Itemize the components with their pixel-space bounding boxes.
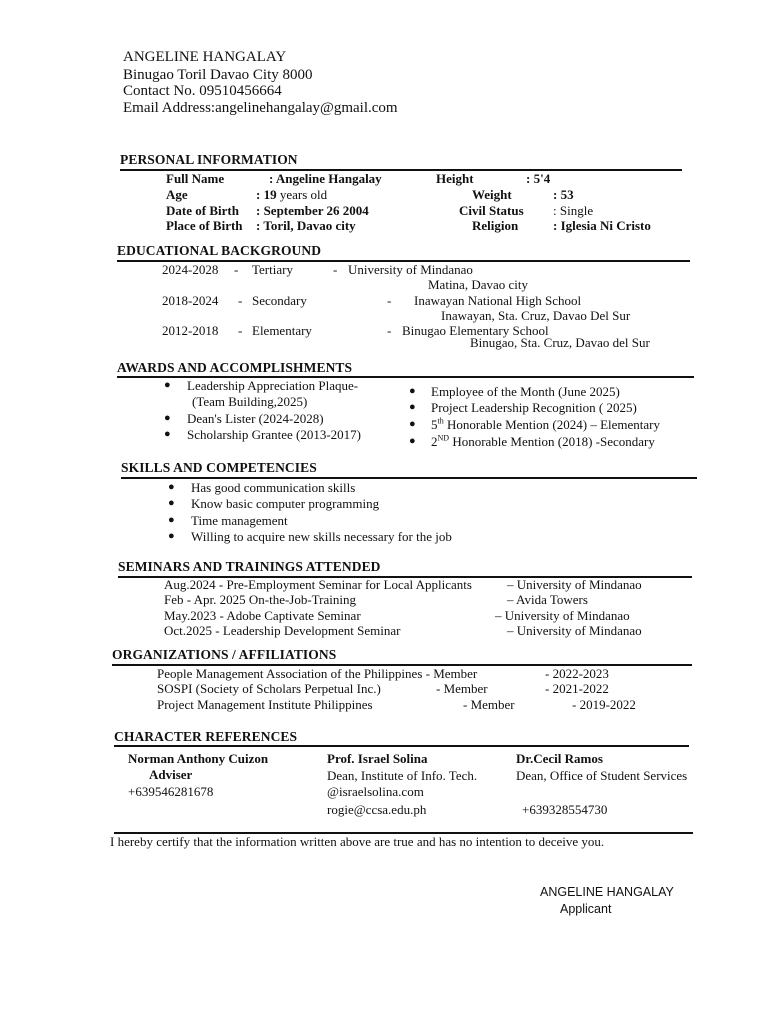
- org-years: - 2021-2022: [545, 681, 609, 696]
- org-years: - 2022-2023: [545, 666, 609, 681]
- seminar-place: – University of Mindanao: [507, 623, 642, 638]
- bullet: ●: [168, 530, 175, 542]
- edu-years: 2012-2018: [162, 323, 219, 338]
- reference-name: Prof. Israel Solina: [327, 751, 428, 766]
- bullet: ●: [168, 481, 175, 493]
- height-label: Height: [436, 171, 474, 186]
- full-name-value: : Angeline Hangalay: [269, 171, 382, 186]
- section-title-references: CHARACTER REFERENCES: [114, 729, 298, 744]
- signature-role: Applicant: [560, 902, 612, 916]
- age-value: : 19 years old: [256, 187, 328, 202]
- divider: [121, 477, 697, 479]
- bullet: ●: [164, 428, 171, 440]
- reference-contact: +639546281678: [128, 784, 214, 799]
- seminar-event: Aug.2024 - Pre-Employment Seminar for Local Applicants: [164, 577, 472, 592]
- bullet: ●: [164, 412, 171, 424]
- reference-name: Dr.Cecil Ramos: [516, 751, 603, 766]
- award-item: Dean's Lister (2024-2028): [187, 411, 324, 426]
- edu-level: Tertiary: [252, 262, 293, 277]
- weight-value: : 53: [553, 187, 574, 202]
- edu-level: Elementary: [252, 323, 312, 338]
- civil-status-label: Civil Status: [459, 203, 524, 218]
- certification-statement: I hereby certify that the information written above are true and has no intention to deceive you.: [110, 834, 605, 849]
- seminar-place: – University of Mindanao: [495, 608, 630, 623]
- dash: -: [238, 293, 243, 308]
- seminar-place: – Avida Towers: [507, 592, 588, 607]
- skill-item: Willing to acquire new skills necessary for the job: [191, 529, 452, 544]
- section-title-education: EDUCATIONAL BACKGROUND: [117, 243, 322, 258]
- dash: -: [387, 323, 392, 338]
- bullet: ●: [409, 401, 416, 413]
- reference-email: rogie@ccsa.edu.ph: [327, 802, 427, 817]
- reference-position: Adviser: [149, 767, 193, 782]
- skill-item: Time management: [191, 513, 288, 528]
- height-value: : 5'4: [526, 171, 551, 186]
- edu-location: Matina, Davao city: [428, 277, 528, 292]
- civil-status-value: : Single: [553, 203, 594, 218]
- reference-position: Dean, Office of Student Services: [516, 768, 688, 783]
- edu-level: Secondary: [252, 293, 307, 308]
- award-item: 5th Honorable Mention (2024) – Elementary: [431, 416, 660, 432]
- org-name: People Management Association of the Philippines - Member: [157, 666, 478, 681]
- dob-label: Date of Birth: [166, 203, 239, 218]
- org-name: SOSPI (Society of Scholars Perpetual Inc.): [157, 681, 381, 696]
- bullet: ●: [409, 385, 416, 397]
- bullet: ●: [409, 435, 416, 447]
- religion-label: Religion: [472, 218, 519, 233]
- reference-contact: +639328554730: [522, 802, 608, 817]
- dash: -: [234, 262, 239, 277]
- award-item: Leadership Appreciation Plaque-: [187, 378, 359, 393]
- seminar-place: – University of Mindanao: [507, 577, 642, 592]
- edu-years: 2024-2028: [162, 262, 219, 277]
- org-name: Project Management Institute Philippines: [157, 697, 373, 712]
- edu-location: Inawayan, Sta. Cruz, Davao Del Sur: [441, 308, 631, 323]
- bullet: ●: [409, 418, 416, 430]
- dash: -: [333, 262, 338, 277]
- edu-location: Binugao, Sta. Cruz, Davao del Sur: [470, 335, 650, 350]
- org-role: - Member: [463, 697, 515, 712]
- award-item: Project Leadership Recognition ( 2025): [431, 400, 637, 415]
- award-item: Employee of the Month (June 2025): [431, 384, 620, 399]
- section-title-organizations: ORGANIZATIONS / AFFILIATIONS: [112, 647, 337, 662]
- contact-number: Contact No. 09510456664: [123, 83, 282, 99]
- full-name-label: Full Name: [166, 171, 225, 186]
- age-label: Age: [166, 187, 188, 202]
- seminar-event: Feb - Apr. 2025 On-the-Job-Training: [164, 592, 356, 607]
- skill-item: Know basic computer programming: [191, 496, 380, 511]
- pob-value: : Toril, Davao city: [256, 218, 356, 233]
- email-address: Email Address:angelinehangalay@gmail.com: [123, 100, 398, 116]
- dash: -: [387, 293, 392, 308]
- reference-name: Norman Anthony Cuizon: [128, 751, 269, 766]
- bullet: ●: [168, 514, 175, 526]
- skill-item: Has good communication skills: [191, 480, 356, 495]
- section-title-awards: AWARDS AND ACCOMPLISHMENTS: [117, 360, 353, 375]
- dash: -: [238, 323, 243, 338]
- religion-value: : Iglesia Ni Cristo: [553, 218, 651, 233]
- edu-school: Inawayan National High School: [414, 293, 582, 308]
- reference-contact: @israelsolina.com: [327, 784, 424, 799]
- seminar-event: Oct.2025 - Leadership Development Seminar: [164, 623, 401, 638]
- section-title-seminars: SEMINARS AND TRAININGS ATTENDED: [118, 559, 381, 574]
- edu-location-clipped: [470, 335, 670, 350]
- dob-value: : September 26 2004: [256, 203, 369, 218]
- award-item: (Team Building,2025): [192, 394, 308, 409]
- edu-years: 2018-2024: [162, 293, 219, 308]
- org-years: - 2019-2022: [572, 697, 636, 712]
- reference-position: Dean, Institute of Info. Tech.: [327, 768, 478, 783]
- org-role: - Member: [436, 681, 488, 696]
- section-title-personal: PERSONAL INFORMATION: [120, 152, 298, 167]
- award-item: 2ND Honorable Mention (2018) -Secondary: [431, 433, 655, 449]
- pob-label: Place of Birth: [166, 218, 243, 233]
- weight-label: Weight: [472, 187, 512, 202]
- section-title-skills: SKILLS AND COMPETENCIES: [121, 460, 317, 475]
- signature-name: ANGELINE HANGALAY: [540, 885, 674, 899]
- award-item: Scholarship Grantee (2013-2017): [187, 427, 362, 442]
- address: Binugao Toril Davao City 8000: [123, 67, 313, 83]
- seminar-event: May.2023 - Adobe Captivate Seminar: [164, 608, 361, 623]
- bullet: ●: [168, 497, 175, 509]
- edu-school: University of Mindanao: [348, 262, 473, 277]
- bullet: ●: [164, 379, 171, 391]
- applicant-name-header: ANGELINE HANGALAY: [123, 49, 287, 65]
- edu-school: Binugao Elementary School: [402, 323, 549, 338]
- divider: [114, 745, 689, 747]
